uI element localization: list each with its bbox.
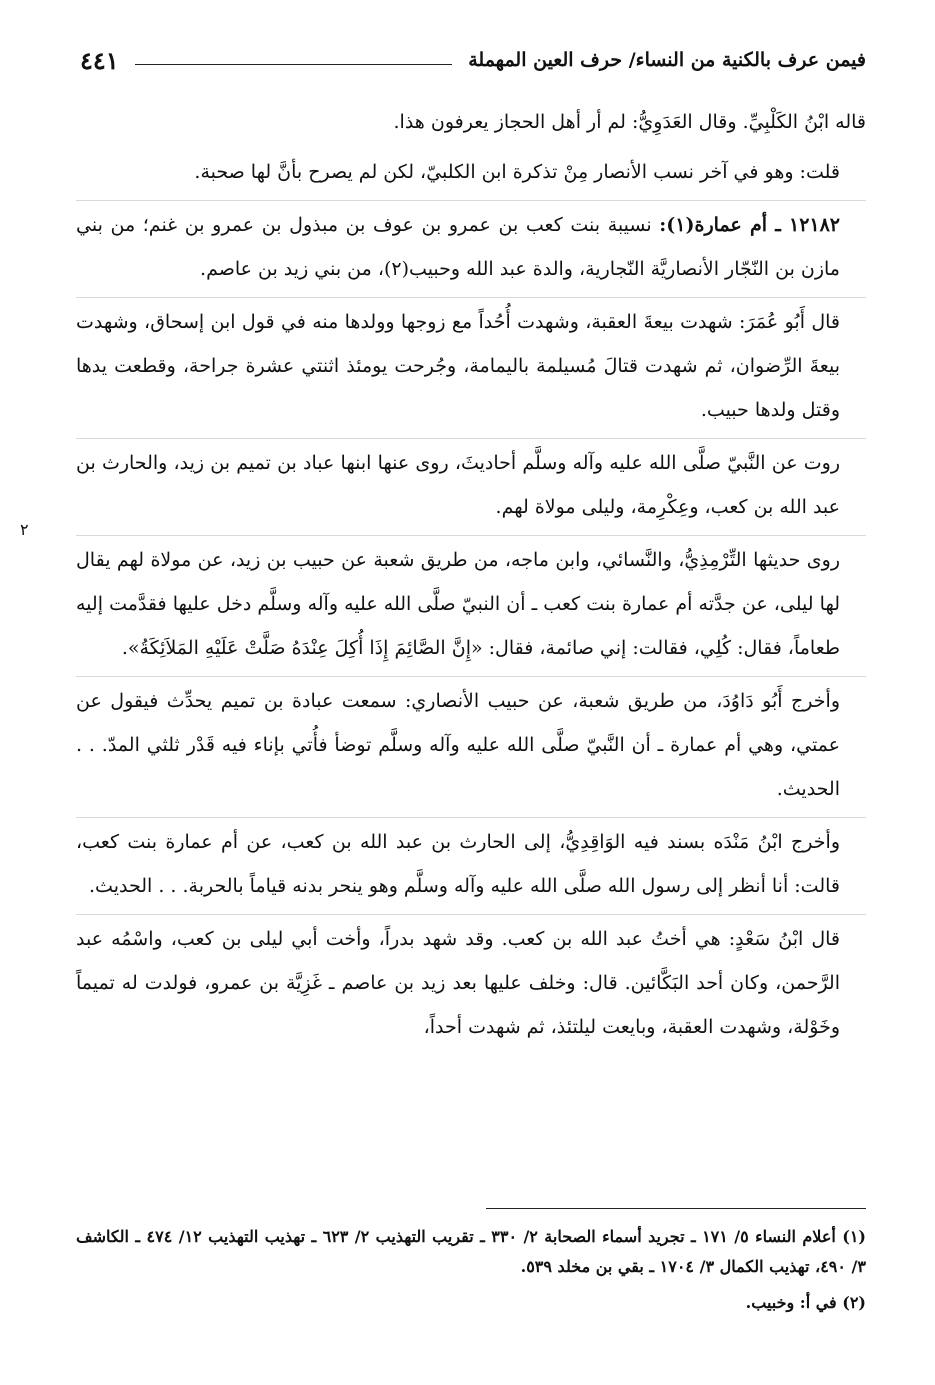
paragraph-2: قلت: وهو في آخر نسب الأنصار مِنْ تذكرة ابن الكلبيّ، لكن لم يصرح بأنَّ لها صحبة. (194, 161, 840, 183)
page-number: ٤٤١ (80, 45, 119, 75)
paragraph-7: وأخرج أَبُو دَاوُدَ، من طريق شعبة، عن حبيب الأنصاري: سمعت عبادة بن تميم يحدِّث فيقول عن عمتي، وهي أم عمارة ـ أن النَّبيّ صلَّى الله عليه وآله وسلَّم توضأ فأُتي بإناء فيه قَدْر ثلثي المدّ. . . الحديث. (76, 676, 866, 811)
entry-paragraph (76, 200, 866, 291)
footnote-rule (486, 1208, 866, 1209)
entry-heading: ١٢١٨٢ ـ أم عمارة(١): (659, 214, 841, 236)
paragraph-1: قاله ابْنُ الكَلْبِيِّ. وقال العَدَوِيُّ: لم أر أهل الحجاز يعرفون هذا. (393, 111, 866, 133)
header-rule (135, 64, 453, 65)
paragraph-4: قال أَبُو عُمَرَ: شهدت بيعةَ العقبة، وشهدت أُحُداً مع زوجها وولدها منه في قول ابن إسحاق، وشهدت بيعةَ الرِّضوان، ثم شهدت قتالَ مُسيلمة باليمامة، وجُرحت يومئذ اثنتي عشرة جراحة، وقطعت يدها وقتل ولدها حبيب. (76, 297, 866, 432)
paragraph-6: روى حديثها التِّرْمِذِيُّ، والنَّسائي، وابن ماجه، من طريق شعبة عن حبيب بن زيد، عن مولاة لهم يقال لها ليلى، عن جدَّته أم عمارة بنت كعب ـ أن النبيّ صلَّى الله عليه وآله وسلَّم دخل عليها فقدَّمت إليه طعاماً، فقال: كُلِي، فقالت: إني صائمة، فقال: «إِنَّ الصَّائِمَ إِذَا أُكِلَ عِنْدَهُ صَلَّتْ عَلَيْهِ المَلاَئِكَةُ». (76, 535, 866, 670)
page-header (80, 40, 866, 80)
margin-mark: ٢ (20, 520, 29, 539)
footnote-1: (١) أعلام النساء ٥/ ١٧١ ـ تجريد أسماء الصحابة ٢/ ٣٣٠ ـ تقريب التهذيب ٢/ ٦٢٣ ـ تهذيب التهذيب ١٢/ ٤٧٤ ـ الكاشف ٣/ ٤٩٠، تهذيب الكمال ٣/ ١٧٠٤ ـ بقي بن مخلد ٥٣٩. (76, 1227, 866, 1276)
footnotes (76, 1222, 866, 1324)
main-text (76, 100, 866, 1055)
paragraph-9: قال ابْنُ سَعْدٍ: هي أختُ عبد الله بن كعب. وقد شهد بدراً، وأخت أبي ليلى بن كعب، واسْمُه عبد الرَّحمن، وكان أحد البَكَّائين. قال: وخلف عليها بعد زيد بن عاصم ـ غَزِيَّة بن عمرو، فولدت له تميماً وخَوْلة، وشهدت العقبة، وبايعت ليلتئذ، ثم شهدت أحداً، (76, 914, 866, 1049)
entry-text: نسيبة بنت كعب بن عمرو بن عوف بن مبذول بن عمرو بن غنم؛ من بني مازن بن النّجّار الأنصاريَّة النّجارية، والدة عبد الله وحبيب(٢)، من بني زيد بن عاصم. (76, 214, 840, 280)
paragraph-8: وأخرج ابْنُ مَنْدَه بسند فيه الوَاقِدِيُّ، إلى الحارث بن عبد الله بن كعب، عن أم عمارة بنت كعب، قالت: أنا أنظر إلى رسول الله صلَّى الله عليه وآله وسلَّم وهو ينحر بدنه قياماً بالحربة. . . الحديث. (76, 817, 866, 908)
running-title: فيمن عرف بالكنية من النساء/ حرف العين المهملة (468, 49, 866, 71)
paragraph-5: روت عن النَّبيّ صلَّى الله عليه وآله وسلَّم أحاديثَ، روى عنها ابنها عباد بن تميم بن زيد، والحارث بن عبد الله بن كعب، وعِكْرِمة، وليلى مولاة لهم. (76, 438, 866, 529)
footnote-2: (٢) في أ: وخبيب. (745, 1293, 866, 1312)
